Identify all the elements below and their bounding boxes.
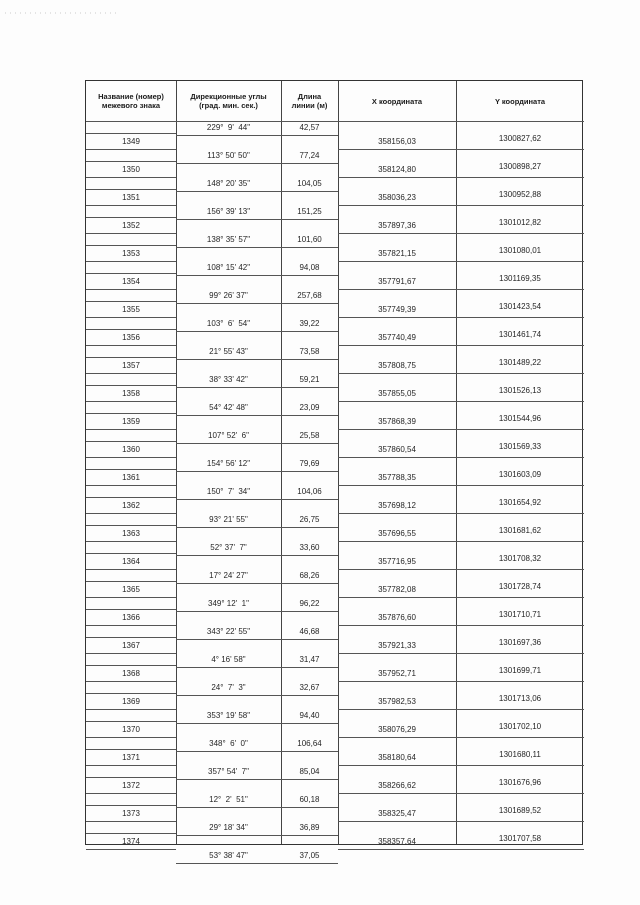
boundary-mark-cell: 1351: [122, 193, 140, 202]
row-divider: [176, 751, 338, 752]
direction-angle-cell: 103° 6' 54": [206, 319, 251, 328]
row-divider: [176, 695, 338, 696]
scan-noise-dots: [0, 10, 640, 16]
x-coordinate-cell: 358156,03: [378, 137, 416, 146]
line-length-cell: 42,57: [299, 123, 320, 132]
row-divider: [338, 709, 584, 710]
row-divider: [86, 541, 176, 542]
row-divider: [86, 441, 176, 442]
y-coordinate-cell: 1301080,01: [498, 246, 542, 255]
row-divider: [176, 527, 338, 528]
row-divider: [86, 737, 176, 738]
boundary-mark-cell: 1352: [122, 221, 140, 230]
header-mark: Название (номер) межевого знака: [98, 92, 164, 110]
row-divider: [86, 525, 176, 526]
line-length-cell: 79,69: [299, 459, 320, 468]
direction-angle-cell: 54° 42' 48": [209, 403, 248, 412]
row-divider: [86, 721, 176, 722]
y-coordinate-cell: 1301702,10: [498, 722, 542, 731]
row-divider: [176, 219, 338, 220]
y-coordinate-cell: 1301461,74: [498, 330, 542, 339]
y-coordinate-cell: 1301012,82: [498, 218, 542, 227]
direction-angle-cell: 38° 33' 42": [209, 375, 248, 384]
y-coordinate-cell: 1300952,88: [498, 190, 542, 199]
x-coordinate-cell: 357749,39: [378, 305, 416, 314]
line-length-cell: 32,67: [299, 683, 320, 692]
header-angle: Дирекционные углы (град. мин. сек.): [190, 92, 267, 110]
y-coordinate-cell: 1301681,62: [498, 526, 542, 535]
line-length-cell: 104,06: [297, 487, 322, 496]
line-length-cell: 106,64: [297, 739, 322, 748]
row-divider: [86, 217, 176, 218]
row-divider: [86, 429, 176, 430]
row-divider: [338, 205, 584, 206]
y-coordinate-cell: 1301169,35: [499, 274, 541, 283]
line-length-cell: 39,22: [299, 319, 320, 328]
line-length-cell: 26,75: [299, 515, 320, 524]
y-coordinate-cell: 1301699,71: [498, 666, 542, 675]
row-divider: [86, 821, 176, 822]
line-length-cell: 85,04: [299, 767, 320, 776]
boundary-mark-cell: 1358: [122, 389, 140, 398]
line-length-cell: 77,24: [299, 151, 320, 160]
row-divider: [86, 597, 176, 598]
row-divider: [86, 373, 176, 374]
line-length-cell: 33,60: [299, 543, 320, 552]
row-divider: [176, 499, 338, 500]
line-length-cell: 60,18: [299, 795, 320, 804]
line-length-cell: 94,08: [299, 263, 320, 272]
y-coordinate-cell: 1301654,92: [498, 498, 542, 507]
x-coordinate-cell: 357698,12: [378, 501, 416, 510]
row-divider: [176, 247, 338, 248]
row-divider: [86, 849, 176, 850]
row-divider: [86, 665, 176, 666]
direction-angle-cell: 156° 39' 13": [206, 207, 251, 216]
x-coordinate-cell: 357855,05: [378, 389, 416, 398]
row-divider: [86, 581, 176, 582]
row-divider: [86, 261, 176, 262]
direction-angle-cell: 4° 16' 58": [211, 655, 246, 664]
y-coordinate-cell: 1301707,58: [498, 834, 542, 843]
row-divider: [176, 303, 338, 304]
row-divider: [86, 189, 176, 190]
direction-angle-cell: 108° 15' 42": [206, 263, 251, 272]
boundary-mark-cell: 1368: [122, 669, 140, 678]
row-divider: [86, 777, 176, 778]
row-divider: [86, 329, 176, 330]
x-coordinate-cell: 358076,29: [378, 725, 416, 734]
line-length-cell: 101,60: [297, 235, 322, 244]
line-length-cell: 73,58: [299, 347, 320, 356]
row-divider: [86, 161, 176, 162]
row-divider: [86, 413, 176, 414]
row-divider: [86, 709, 176, 710]
row-divider: [86, 469, 176, 470]
boundary-mark-cell: 1359: [122, 417, 140, 426]
row-divider: [176, 667, 338, 668]
y-coordinate-cell: 1301544,96: [498, 414, 542, 423]
row-divider: [338, 149, 584, 150]
direction-angle-cell: 52° 37' 7": [210, 543, 247, 552]
direction-angle-cell: 53° 38' 47": [209, 851, 248, 860]
boundary-mark-cell: 1374: [122, 837, 140, 846]
row-divider: [338, 373, 584, 374]
direction-angle-cell: 343° 22' 55": [206, 627, 251, 636]
row-divider: [86, 805, 176, 806]
row-divider: [338, 597, 584, 598]
row-divider: [338, 261, 584, 262]
row-divider: [338, 429, 584, 430]
row-divider: [86, 357, 176, 358]
line-length-cell: 46,68: [299, 627, 320, 636]
x-coordinate-cell: 357808,75: [378, 361, 416, 370]
row-divider: [176, 331, 338, 332]
row-divider: [86, 693, 176, 694]
row-divider: [338, 737, 584, 738]
direction-angle-cell: 229° 9' 44": [206, 123, 251, 132]
boundary-mark-cell: 1355: [122, 305, 140, 314]
direction-angle-cell: 107° 52' 6": [208, 431, 249, 440]
row-divider: [176, 191, 338, 192]
row-divider: [176, 863, 338, 864]
direction-angle-cell: 24° 7' 3": [211, 683, 246, 692]
row-divider: [176, 359, 338, 360]
x-coordinate-cell: 357952,71: [378, 669, 416, 678]
row-divider: [176, 639, 338, 640]
direction-angle-cell: 150° 7' 34": [206, 487, 251, 496]
row-divider: [86, 177, 176, 178]
header-divider: [86, 121, 584, 122]
y-coordinate-cell: 1301603,09: [498, 470, 542, 479]
direction-angle-cell: 353° 19' 58": [206, 711, 251, 720]
boundary-mark-cell: 1357: [122, 361, 140, 370]
boundary-mark-cell: 1356: [122, 333, 140, 342]
header-length: Длина линии (м): [291, 92, 328, 110]
row-divider: [338, 765, 584, 766]
row-divider: [176, 835, 338, 836]
row-divider: [338, 681, 584, 682]
line-length-cell: 23,09: [299, 403, 320, 412]
boundary-mark-cell: 1366: [122, 613, 140, 622]
x-coordinate-cell: 357821,15: [378, 249, 416, 258]
y-coordinate-cell: 1301526,13: [498, 386, 542, 395]
y-coordinate-cell: 1301569,33: [498, 442, 542, 451]
row-divider: [86, 289, 176, 290]
direction-angle-cell: 93° 21' 55": [209, 515, 248, 524]
boundary-mark-cell: 1372: [122, 781, 140, 790]
row-divider: [86, 205, 176, 206]
y-coordinate-cell: 1301710,71: [498, 610, 542, 619]
y-coordinate-cell: 1301489,22: [498, 358, 542, 367]
x-coordinate-cell: 357696,55: [378, 529, 416, 538]
row-divider: [338, 289, 584, 290]
direction-angle-cell: 113° 50' 50": [207, 151, 250, 160]
row-divider: [338, 457, 584, 458]
row-divider: [338, 625, 584, 626]
row-divider: [338, 541, 584, 542]
x-coordinate-cell: 357860,54: [378, 445, 416, 454]
line-length-cell: 68,26: [299, 571, 320, 580]
boundary-mark-cell: 1364: [122, 557, 140, 566]
x-coordinate-cell: 357876,60: [378, 613, 416, 622]
direction-angle-cell: 99° 26' 37": [209, 291, 248, 300]
direction-angle-cell: 357° 54' 7": [208, 767, 249, 776]
row-divider: [176, 135, 338, 136]
row-divider: [86, 485, 176, 486]
row-divider: [176, 443, 338, 444]
line-length-cell: 104,05: [297, 179, 322, 188]
row-divider: [338, 485, 584, 486]
x-coordinate-cell: 357868,39: [378, 417, 416, 426]
boundary-mark-cell: 1354: [122, 277, 140, 286]
x-coordinate-cell: 357740,49: [378, 333, 416, 342]
row-divider: [86, 653, 176, 654]
row-divider: [338, 233, 584, 234]
line-length-cell: 94,40: [299, 711, 320, 720]
x-coordinate-cell: 357921,33: [378, 641, 416, 650]
boundary-mark-cell: 1349: [122, 137, 140, 146]
row-divider: [86, 245, 176, 246]
direction-angle-cell: 154° 56' 12": [206, 459, 251, 468]
row-divider: [86, 765, 176, 766]
x-coordinate-cell: 358036,23: [378, 193, 416, 202]
row-divider: [86, 625, 176, 626]
line-length-cell: 59,21: [299, 375, 320, 384]
row-divider: [86, 749, 176, 750]
row-divider: [86, 569, 176, 570]
boundary-mark-cell: 1353: [122, 249, 140, 258]
direction-angle-cell: 349° 12' 1": [208, 599, 249, 608]
boundary-mark-cell: 1369: [122, 697, 140, 706]
row-divider: [338, 569, 584, 570]
boundary-mark-cell: 1361: [122, 473, 140, 482]
row-divider: [86, 513, 176, 514]
x-coordinate-cell: 357788,35: [378, 473, 416, 482]
boundary-mark-cell: 1371: [122, 753, 140, 762]
boundary-mark-cell: 1360: [122, 445, 140, 454]
row-divider: [176, 163, 338, 164]
row-divider: [176, 779, 338, 780]
row-divider: [176, 807, 338, 808]
y-coordinate-cell: 1301689,52: [498, 806, 542, 815]
row-divider: [338, 793, 584, 794]
row-divider: [86, 457, 176, 458]
coordinates-table: [85, 80, 583, 860]
header-x: X координата: [371, 96, 423, 106]
y-coordinate-cell: 1301676,96: [498, 778, 542, 787]
row-divider: [176, 611, 338, 612]
row-divider: [176, 415, 338, 416]
y-coordinate-cell: 1301708,32: [498, 554, 542, 563]
y-coordinate-cell: 1301728,74: [498, 582, 542, 591]
x-coordinate-cell: 358124,80: [378, 165, 416, 174]
direction-angle-cell: 29° 18' 34": [209, 823, 248, 832]
row-divider: [86, 497, 176, 498]
line-length-cell: 257,68: [297, 291, 322, 300]
row-divider: [86, 133, 176, 134]
row-divider: [176, 583, 338, 584]
line-length-cell: 37,05: [299, 851, 320, 860]
row-divider: [86, 301, 176, 302]
boundary-mark-cell: 1365: [122, 585, 140, 594]
line-length-cell: 25,58: [299, 431, 320, 440]
y-coordinate-cell: 1300898,27: [498, 162, 542, 171]
y-coordinate-cell: 1301713,06: [498, 694, 542, 703]
x-coordinate-cell: 357982,53: [378, 697, 416, 706]
x-coordinate-cell: 358266,62: [378, 781, 416, 790]
row-divider: [338, 513, 584, 514]
row-divider: [86, 385, 176, 386]
row-divider: [86, 609, 176, 610]
x-coordinate-cell: 358325,47: [378, 809, 416, 818]
boundary-mark-cell: 1373: [122, 809, 140, 818]
row-divider: [86, 833, 176, 834]
row-divider: [86, 317, 176, 318]
boundary-mark-cell: 1370: [122, 725, 140, 734]
y-coordinate-cell: 1301423,54: [498, 302, 542, 311]
y-coordinate-cell: 1301697,36: [498, 638, 542, 647]
boundary-mark-cell: 1363: [122, 529, 140, 538]
x-coordinate-cell: 357791,67: [378, 277, 416, 286]
header-y: Y координата: [494, 96, 546, 106]
direction-angle-cell: 148° 20' 35": [206, 179, 251, 188]
boundary-mark-cell: 1362: [122, 501, 140, 510]
row-divider: [338, 401, 584, 402]
row-divider: [176, 723, 338, 724]
direction-angle-cell: 138° 35' 57": [206, 235, 251, 244]
x-coordinate-cell: 357782,08: [378, 585, 416, 594]
row-divider: [176, 275, 338, 276]
row-divider: [338, 317, 584, 318]
row-divider: [86, 637, 176, 638]
row-divider: [86, 149, 176, 150]
direction-angle-cell: 348° 6' 0": [209, 739, 248, 748]
row-divider: [338, 345, 584, 346]
boundary-mark-cell: 1367: [122, 641, 140, 650]
row-divider: [176, 555, 338, 556]
direction-angle-cell: 12° 2' 51": [209, 795, 248, 804]
line-length-cell: 96,22: [299, 599, 320, 608]
row-divider: [338, 821, 584, 822]
direction-angle-cell: 21° 55' 43": [209, 347, 248, 356]
row-divider: [86, 345, 176, 346]
x-coordinate-cell: 357897,36: [378, 221, 416, 230]
y-coordinate-cell: 1301680,11: [499, 750, 541, 759]
row-divider: [176, 471, 338, 472]
row-divider: [86, 273, 176, 274]
row-divider: [176, 387, 338, 388]
line-length-cell: 36,89: [299, 823, 320, 832]
line-length-cell: 151,25: [297, 207, 322, 216]
boundary-mark-cell: 1350: [122, 165, 140, 174]
row-divider: [86, 793, 176, 794]
row-divider: [338, 849, 584, 850]
x-coordinate-cell: 358180,64: [378, 753, 416, 762]
row-divider: [338, 653, 584, 654]
line-length-cell: 31,47: [299, 655, 320, 664]
row-divider: [338, 177, 584, 178]
x-coordinate-cell: 358357,64: [378, 837, 416, 846]
y-coordinate-cell: 1300827,62: [498, 134, 542, 143]
row-divider: [86, 233, 176, 234]
row-divider: [86, 401, 176, 402]
direction-angle-cell: 17° 24' 27": [209, 571, 248, 580]
row-divider: [86, 553, 176, 554]
row-divider: [86, 681, 176, 682]
x-coordinate-cell: 357716,95: [378, 557, 416, 566]
